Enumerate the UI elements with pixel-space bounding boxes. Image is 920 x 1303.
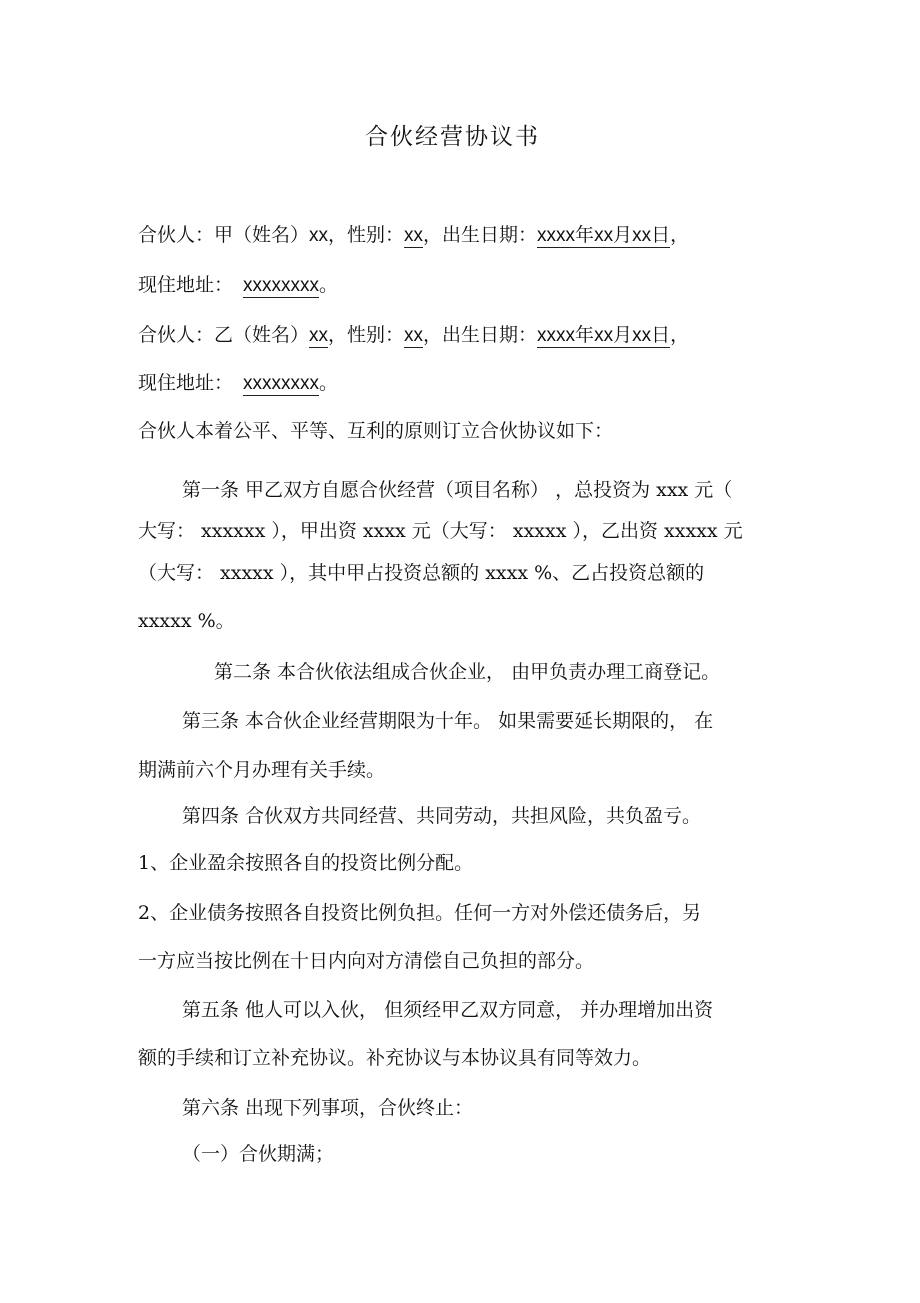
- partner-a-end: ，: [670, 224, 690, 246]
- partner-b-birth-label: ，出生日期：: [423, 324, 538, 346]
- partner-a-year: xxxx: [537, 225, 576, 246]
- article-3-line-2: 期满前六个月办理有关手续。: [138, 759, 386, 781]
- partner-a-gender-label: ，性别：: [328, 224, 405, 246]
- partner-a-day: xx: [632, 225, 652, 246]
- partner-a-day-unit: 日: [651, 224, 671, 246]
- partner-b-address: xxxxxxxx: [243, 373, 320, 394]
- partner-a-year-unit: 年: [575, 224, 595, 246]
- partner-b-line: [138, 322, 689, 349]
- article-5-line-2: 额的手续和订立补充协议。补充协议与本协议具有同等效力。: [138, 1047, 652, 1069]
- partner-a-name: xx: [309, 225, 329, 246]
- intro-paragraph: 合伙人本着公平、平等、互利的原则订立合伙协议如下：: [138, 420, 614, 442]
- partner-a-line: [138, 222, 689, 249]
- partner-b-gender-label: ，性别：: [328, 324, 405, 346]
- partner-b-name: xx: [309, 325, 329, 346]
- partner-b-day-unit: 日: [651, 324, 671, 346]
- partner-a-address: xxxxxxxx: [243, 275, 320, 296]
- article-1-line-1: 第一条 甲乙双方自愿合伙经营（项目名称） ，总投资为 xxx 元（: [182, 479, 733, 501]
- partner-b-month: xx: [594, 325, 614, 346]
- article-4-item-2-line-1: 2、企业债务按照各自投资比例负担。任何一方对外偿还债务后，另: [138, 902, 702, 924]
- partner-b-label: 合伙人：乙（姓名）: [138, 324, 310, 346]
- article-4-item-1: 1、企业盈余按照各自的投资比例分配。: [138, 852, 474, 874]
- partner-a-gender: xx: [404, 225, 424, 246]
- article-4-line-1: 第四条 合伙双方共同经营、共同劳动，共担风险，共负盈亏。: [182, 805, 702, 827]
- partner-b-end: ，: [670, 324, 690, 346]
- article-4-item-2-line-2: 一方应当按比例在十日内向对方清偿自己负担的部分。: [138, 950, 595, 972]
- partner-b-address-line: [138, 370, 338, 397]
- article-6-item-1: （一）合伙期满；: [182, 1143, 335, 1165]
- partner-b-address-label: 现住地址：: [138, 372, 234, 394]
- partner-b-day: xx: [632, 325, 652, 346]
- document-title: 合伙经营协议书: [365, 124, 540, 150]
- article-3-line-1: 第三条 本合伙企业经营期限为十年。 如果需要延长期限的， 在: [182, 710, 714, 732]
- partner-a-month: xx: [594, 225, 614, 246]
- partner-b-month-unit: 月: [613, 324, 633, 346]
- partner-b-year: xxxx: [537, 325, 576, 346]
- partner-a-label: 合伙人：甲（姓名）: [138, 224, 310, 246]
- article-2: 第二条 本合伙依法组成合伙企业， 由甲负责办理工商登记。: [214, 661, 721, 683]
- article-5-line-1: 第五条 他人可以入伙， 但须经甲乙双方同意， 并办理增加出资: [182, 999, 714, 1021]
- article-1-line-4: xxxxx %。: [138, 610, 235, 632]
- partner-a-birth-label: ，出生日期：: [423, 224, 538, 246]
- partner-a-month-unit: 月: [613, 224, 633, 246]
- article-6-line-1: 第六条 出现下列事项，合伙终止：: [182, 1097, 474, 1119]
- article-1-line-3: （大写： xxxxx ），其中甲占投资总额的 xxxx %、乙占投资总额的: [138, 562, 705, 584]
- partner-a-address-label: 现住地址：: [138, 274, 234, 296]
- partner-a-address-end: 。: [319, 274, 339, 296]
- partner-b-address-end: 。: [319, 372, 339, 394]
- partner-b-gender: xx: [404, 325, 424, 346]
- partner-a-address-line: [138, 272, 338, 299]
- partner-b-year-unit: 年: [575, 324, 595, 346]
- article-1-line-2: 大写： xxxxxx ），甲出资 xxxx 元（大写： xxxxx ），乙出资 xxxxx 元: [138, 520, 743, 542]
